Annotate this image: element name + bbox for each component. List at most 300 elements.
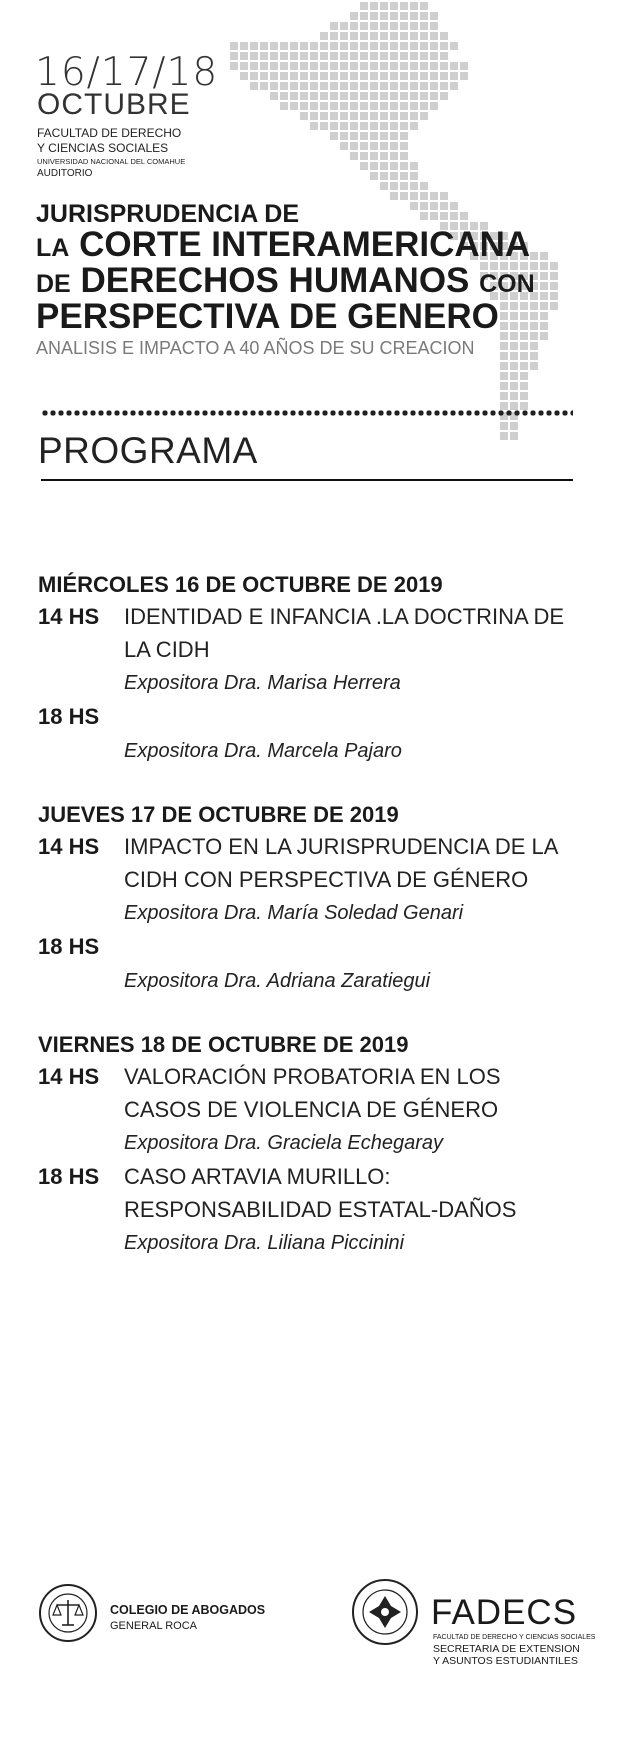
footer-logos bbox=[0, 1575, 620, 1695]
map-pixel bbox=[280, 62, 288, 70]
map-pixel bbox=[360, 52, 368, 60]
map-pixel bbox=[530, 252, 538, 260]
map-pixel bbox=[550, 282, 558, 290]
map-pixel bbox=[430, 72, 438, 80]
map-pixel bbox=[530, 302, 538, 310]
map-pixel bbox=[230, 52, 238, 60]
map-pixel bbox=[350, 112, 358, 120]
map-pixel bbox=[550, 262, 558, 270]
session-topic: CASO ARTAVIA MURILLO: RESPONSABILIDAD ESTATAL-DAÑOS bbox=[124, 1164, 517, 1222]
map-pixel bbox=[380, 22, 388, 30]
map-pixel bbox=[250, 82, 258, 90]
day-heading: JUEVES 17 DE OCTUBRE DE 2019 bbox=[38, 802, 399, 827]
map-pixel bbox=[240, 52, 248, 60]
map-pixel bbox=[350, 82, 358, 90]
map-pixel bbox=[510, 312, 518, 320]
map-pixel bbox=[410, 62, 418, 70]
map-pixel bbox=[400, 112, 408, 120]
session-row bbox=[38, 1160, 578, 1226]
map-pixel bbox=[390, 122, 398, 130]
map-pixel bbox=[420, 112, 428, 120]
map-pixel bbox=[300, 52, 308, 60]
map-pixel bbox=[510, 362, 518, 370]
map-pixel bbox=[280, 42, 288, 50]
map-pixel bbox=[530, 322, 538, 330]
map-pixel bbox=[350, 32, 358, 40]
map-pixel bbox=[510, 372, 518, 380]
map-pixel bbox=[440, 72, 448, 80]
map-pixel bbox=[250, 62, 258, 70]
session-row bbox=[38, 600, 578, 666]
map-pixel bbox=[510, 432, 518, 440]
map-pixel bbox=[340, 32, 348, 40]
session-speaker: Expositora Dra. Marcela Pajaro bbox=[124, 740, 402, 762]
map-pixel bbox=[340, 122, 348, 130]
map-pixel bbox=[540, 272, 548, 280]
map-pixel bbox=[260, 42, 268, 50]
map-pixel bbox=[260, 52, 268, 60]
secretaria-line-1: SECRETARIA DE EXTENSION bbox=[433, 1643, 580, 1655]
map-pixel bbox=[300, 102, 308, 110]
map-pixel bbox=[330, 112, 338, 120]
session-row bbox=[38, 830, 578, 896]
map-pixel bbox=[540, 322, 548, 330]
map-pixel bbox=[400, 172, 408, 180]
map-pixel bbox=[320, 92, 328, 100]
map-pixel bbox=[230, 62, 238, 70]
map-pixel bbox=[240, 42, 248, 50]
session-speaker: Expositora Dra. Adriana Zaratiegui bbox=[124, 970, 431, 992]
event-dates: 16/17/18 bbox=[35, 50, 219, 95]
map-pixel bbox=[410, 112, 418, 120]
map-pixel bbox=[260, 62, 268, 70]
map-pixel bbox=[540, 262, 548, 270]
map-pixel bbox=[310, 112, 318, 120]
map-pixel bbox=[290, 62, 298, 70]
map-pixel bbox=[540, 292, 548, 300]
map-pixel bbox=[370, 62, 378, 70]
map-pixel bbox=[520, 392, 528, 400]
fadecs-full-name: FACULTAD DE DERECHO Y CIENCIAS SOCIALES bbox=[433, 1634, 596, 1641]
fadecs-logo-text: FADECS bbox=[431, 1593, 578, 1632]
map-pixel bbox=[380, 152, 388, 160]
map-pixel bbox=[310, 62, 318, 70]
map-pixel bbox=[540, 282, 548, 290]
map-pixel bbox=[460, 72, 468, 80]
map-pixel bbox=[400, 142, 408, 150]
map-pixel bbox=[530, 362, 538, 370]
map-pixel bbox=[340, 112, 348, 120]
map-pixel bbox=[360, 92, 368, 100]
map-pixel bbox=[370, 112, 378, 120]
map-pixel bbox=[510, 322, 518, 330]
map-pixel bbox=[440, 92, 448, 100]
map-pixel bbox=[500, 302, 508, 310]
map-pixel bbox=[310, 122, 318, 130]
map-pixel bbox=[330, 132, 338, 140]
map-pixel bbox=[270, 82, 278, 90]
map-pixel bbox=[520, 372, 528, 380]
map-pixel bbox=[330, 72, 338, 80]
university-name: UNIVERSIDAD NACIONAL DEL COMAHUE bbox=[37, 157, 186, 166]
map-pixel bbox=[380, 182, 388, 190]
colegio-name: COLEGIO DE ABOGADOS bbox=[110, 1603, 266, 1617]
map-pixel bbox=[280, 92, 288, 100]
map-pixel bbox=[410, 202, 418, 210]
map-pixel bbox=[360, 112, 368, 120]
day-heading: VIERNES 18 DE OCTUBRE DE 2019 bbox=[38, 1032, 409, 1057]
session-time: 18 HS bbox=[38, 1164, 100, 1189]
map-pixel bbox=[420, 202, 428, 210]
map-pixel bbox=[250, 72, 258, 80]
map-pixel bbox=[520, 322, 528, 330]
map-pixel bbox=[500, 352, 508, 360]
map-pixel bbox=[440, 192, 448, 200]
map-pixel bbox=[420, 32, 428, 40]
title-line-3-small-b: CON bbox=[479, 270, 535, 298]
map-pixel bbox=[330, 22, 338, 30]
map-pixel bbox=[370, 102, 378, 110]
secretaria-line-2: Y ASUNTOS ESTUDIANTILES bbox=[433, 1655, 578, 1667]
schedule bbox=[38, 570, 578, 1260]
map-pixel bbox=[410, 72, 418, 80]
map-pixel bbox=[420, 192, 428, 200]
map-pixel bbox=[380, 42, 388, 50]
map-pixel bbox=[430, 42, 438, 50]
map-pixel bbox=[430, 52, 438, 60]
map-pixel bbox=[510, 302, 518, 310]
map-pixel bbox=[410, 42, 418, 50]
map-pixel bbox=[430, 192, 438, 200]
map-pixel bbox=[390, 2, 398, 10]
secretaria bbox=[433, 1643, 580, 1667]
map-pixel bbox=[310, 82, 318, 90]
map-pixel bbox=[340, 92, 348, 100]
map-pixel bbox=[410, 102, 418, 110]
session-speaker: Expositora Dra. Liliana Piccinini bbox=[124, 1232, 405, 1254]
map-pixel bbox=[350, 62, 358, 70]
map-pixel bbox=[360, 42, 368, 50]
map-pixel bbox=[350, 72, 358, 80]
dotted-divider bbox=[41, 410, 573, 416]
map-pixel bbox=[370, 72, 378, 80]
map-pixel bbox=[340, 52, 348, 60]
map-pixel bbox=[390, 92, 398, 100]
map-pixel bbox=[290, 52, 298, 60]
map-pixel bbox=[340, 142, 348, 150]
map-pixel bbox=[300, 92, 308, 100]
map-pixel bbox=[300, 42, 308, 50]
map-pixel bbox=[520, 352, 528, 360]
map-pixel bbox=[290, 72, 298, 80]
map-pixel bbox=[250, 52, 258, 60]
faculty-line-1: FACULTAD DE DERECHO bbox=[37, 126, 182, 140]
map-pixel bbox=[400, 92, 408, 100]
map-pixel bbox=[390, 172, 398, 180]
map-pixel bbox=[410, 52, 418, 60]
map-pixel bbox=[380, 162, 388, 170]
map-pixel bbox=[400, 182, 408, 190]
map-pixel bbox=[410, 92, 418, 100]
map-pixel bbox=[310, 92, 318, 100]
map-pixel bbox=[330, 52, 338, 60]
map-pixel bbox=[340, 72, 348, 80]
map-pixel bbox=[350, 122, 358, 130]
map-pixel bbox=[530, 312, 538, 320]
map-pixel bbox=[390, 62, 398, 70]
session-row bbox=[38, 930, 578, 964]
map-pixel bbox=[400, 62, 408, 70]
map-pixel bbox=[460, 212, 468, 220]
map-pixel bbox=[290, 82, 298, 90]
map-pixel bbox=[400, 192, 408, 200]
map-pixel bbox=[500, 422, 508, 430]
session-time: 18 HS bbox=[38, 934, 100, 959]
map-pixel bbox=[330, 122, 338, 130]
title-line-1: JURISPRUDENCIA DE bbox=[36, 200, 300, 228]
map-pixel bbox=[410, 122, 418, 130]
map-pixel bbox=[370, 52, 378, 60]
program-heading: PROGRAMA bbox=[38, 430, 258, 471]
map-pixel bbox=[290, 92, 298, 100]
map-pixel bbox=[380, 32, 388, 40]
map-pixel bbox=[400, 12, 408, 20]
map-pixel bbox=[400, 122, 408, 130]
map-pixel bbox=[440, 212, 448, 220]
map-pixel bbox=[370, 32, 378, 40]
map-pixel bbox=[370, 122, 378, 130]
map-pixel bbox=[360, 82, 368, 90]
map-pixel bbox=[390, 12, 398, 20]
session-topic: IMPACTO EN LA JURISPRUDENCIA DE LA CIDH CON PERSPECTIVA DE GÉNERO bbox=[124, 834, 558, 892]
session-speaker: Expositora Dra. Marisa Herrera bbox=[124, 672, 401, 694]
map-pixel bbox=[420, 82, 428, 90]
map-pixel bbox=[360, 132, 368, 140]
map-pixel bbox=[520, 382, 528, 390]
session-speaker: Expositora Dra. Graciela Echegaray bbox=[124, 1132, 444, 1154]
map-pixel bbox=[440, 62, 448, 70]
map-pixel bbox=[380, 52, 388, 60]
map-pixel bbox=[430, 12, 438, 20]
map-pixel bbox=[430, 62, 438, 70]
map-pixel bbox=[520, 312, 528, 320]
map-pixel bbox=[320, 82, 328, 90]
map-pixel bbox=[430, 212, 438, 220]
map-pixel bbox=[370, 142, 378, 150]
map-pixel bbox=[510, 402, 518, 410]
map-pixel bbox=[400, 32, 408, 40]
session-topic: IDENTIDAD E INFANCIA .LA DOCTRINA DE LA CIDH bbox=[124, 604, 565, 662]
map-pixel bbox=[450, 42, 458, 50]
map-pixel bbox=[420, 42, 428, 50]
map-pixel bbox=[410, 32, 418, 40]
title-line-2-big: CORTE INTERAMERICANA bbox=[79, 225, 531, 264]
map-pixel bbox=[380, 92, 388, 100]
map-pixel bbox=[420, 102, 428, 110]
map-pixel bbox=[410, 192, 418, 200]
map-pixel bbox=[320, 122, 328, 130]
map-pixel bbox=[370, 92, 378, 100]
map-pixel bbox=[540, 332, 548, 340]
map-pixel bbox=[320, 52, 328, 60]
map-pixel bbox=[340, 82, 348, 90]
map-pixel bbox=[350, 52, 358, 60]
title-subtitle: ANALISIS E IMPACTO A 40 AÑOS DE SU CREACION bbox=[36, 338, 475, 358]
heading-rule bbox=[41, 479, 573, 481]
map-pixel bbox=[400, 102, 408, 110]
map-pixel bbox=[500, 392, 508, 400]
map-pixel bbox=[510, 332, 518, 340]
map-pixel bbox=[420, 52, 428, 60]
title-line-3-small-a: DE bbox=[36, 270, 71, 298]
map-pixel bbox=[390, 192, 398, 200]
map-pixel bbox=[400, 22, 408, 30]
map-pixel bbox=[330, 62, 338, 70]
map-pixel bbox=[370, 2, 378, 10]
map-pixel bbox=[290, 102, 298, 110]
map-pixel bbox=[530, 332, 538, 340]
map-pixel bbox=[300, 112, 308, 120]
map-pixel bbox=[450, 82, 458, 90]
session-time: 14 HS bbox=[38, 604, 100, 629]
map-pixel bbox=[430, 102, 438, 110]
session-row bbox=[38, 1060, 578, 1126]
map-pixel bbox=[360, 102, 368, 110]
title-line-2-small: LA bbox=[36, 234, 70, 262]
map-pixel bbox=[410, 22, 418, 30]
map-pixel bbox=[270, 72, 278, 80]
map-pixel bbox=[350, 102, 358, 110]
map-pixel bbox=[540, 312, 548, 320]
map-pixel bbox=[380, 142, 388, 150]
map-pixel bbox=[380, 172, 388, 180]
map-pixel bbox=[370, 152, 378, 160]
map-pixel bbox=[240, 72, 248, 80]
map-pixel bbox=[340, 132, 348, 140]
map-pixel bbox=[380, 122, 388, 130]
map-pixel bbox=[390, 22, 398, 30]
map-pixel bbox=[510, 392, 518, 400]
map-pixel bbox=[400, 132, 408, 140]
map-pixel bbox=[450, 62, 458, 70]
map-pixel bbox=[450, 202, 458, 210]
map-pixel bbox=[240, 62, 248, 70]
map-pixel bbox=[330, 82, 338, 90]
map-pixel bbox=[370, 132, 378, 140]
map-pixel bbox=[310, 42, 318, 50]
session-time: 18 HS bbox=[38, 704, 100, 729]
map-pixel bbox=[440, 42, 448, 50]
map-pixel bbox=[410, 172, 418, 180]
map-pixel bbox=[410, 182, 418, 190]
map-pixel bbox=[380, 12, 388, 20]
map-pixel bbox=[370, 42, 378, 50]
university-seal-icon bbox=[351, 1578, 419, 1646]
map-pixel bbox=[390, 32, 398, 40]
map-pixel bbox=[390, 112, 398, 120]
map-pixel bbox=[400, 72, 408, 80]
map-pixel bbox=[340, 102, 348, 110]
map-pixel bbox=[550, 272, 558, 280]
map-pixel bbox=[340, 62, 348, 70]
map-pixel bbox=[420, 182, 428, 190]
map-pixel bbox=[440, 202, 448, 210]
map-pixel bbox=[420, 72, 428, 80]
map-pixel bbox=[350, 142, 358, 150]
map-pixel bbox=[420, 12, 428, 20]
event-month: OCTUBRE bbox=[37, 88, 191, 121]
map-pixel bbox=[450, 72, 458, 80]
map-pixel bbox=[300, 62, 308, 70]
colegio-city: GENERAL ROCA bbox=[110, 1620, 198, 1632]
map-pixel bbox=[360, 152, 368, 160]
map-pixel bbox=[440, 82, 448, 90]
map-pixel bbox=[410, 82, 418, 90]
map-pixel bbox=[410, 12, 418, 20]
map-pixel bbox=[280, 72, 288, 80]
map-pixel bbox=[380, 112, 388, 120]
map-pixel bbox=[360, 122, 368, 130]
map-pixel bbox=[420, 212, 428, 220]
map-pixel bbox=[390, 82, 398, 90]
map-pixel bbox=[340, 22, 348, 30]
map-pixel bbox=[500, 432, 508, 440]
map-pixel bbox=[550, 302, 558, 310]
map-pixel bbox=[400, 52, 408, 60]
map-pixel bbox=[420, 62, 428, 70]
map-pixel bbox=[400, 82, 408, 90]
map-pixel bbox=[520, 302, 528, 310]
venue: AUDITORIO bbox=[37, 168, 93, 179]
map-pixel bbox=[270, 52, 278, 60]
map-pixel bbox=[390, 42, 398, 50]
map-pixel bbox=[290, 42, 298, 50]
map-pixel bbox=[320, 32, 328, 40]
map-pixel bbox=[280, 82, 288, 90]
map-pixel bbox=[360, 2, 368, 10]
session-speaker: Expositora Dra. María Soledad Genari bbox=[124, 902, 464, 924]
map-pixel bbox=[500, 402, 508, 410]
map-pixel bbox=[410, 162, 418, 170]
map-pixel bbox=[430, 32, 438, 40]
session-time: 14 HS bbox=[38, 834, 100, 859]
map-pixel bbox=[320, 42, 328, 50]
map-pixel bbox=[280, 52, 288, 60]
map-pixel bbox=[330, 92, 338, 100]
map-pixel bbox=[430, 202, 438, 210]
map-pixel bbox=[500, 322, 508, 330]
map-pixel bbox=[360, 22, 368, 30]
map-pixel bbox=[360, 32, 368, 40]
map-pixel bbox=[380, 132, 388, 140]
map-pixel bbox=[380, 72, 388, 80]
map-pixel bbox=[370, 172, 378, 180]
map-pixel bbox=[310, 52, 318, 60]
map-pixel bbox=[390, 72, 398, 80]
map-pixel bbox=[300, 72, 308, 80]
title-line-3-big: DERECHOS HUMANOS bbox=[80, 261, 470, 300]
map-pixel bbox=[380, 102, 388, 110]
map-pixel bbox=[260, 72, 268, 80]
map-pixel bbox=[370, 22, 378, 30]
map-pixel bbox=[270, 92, 278, 100]
map-pixel bbox=[500, 342, 508, 350]
map-pixel bbox=[410, 2, 418, 10]
map-pixel bbox=[520, 342, 528, 350]
map-pixel bbox=[250, 42, 258, 50]
map-pixel bbox=[500, 332, 508, 340]
map-pixel bbox=[280, 102, 288, 110]
